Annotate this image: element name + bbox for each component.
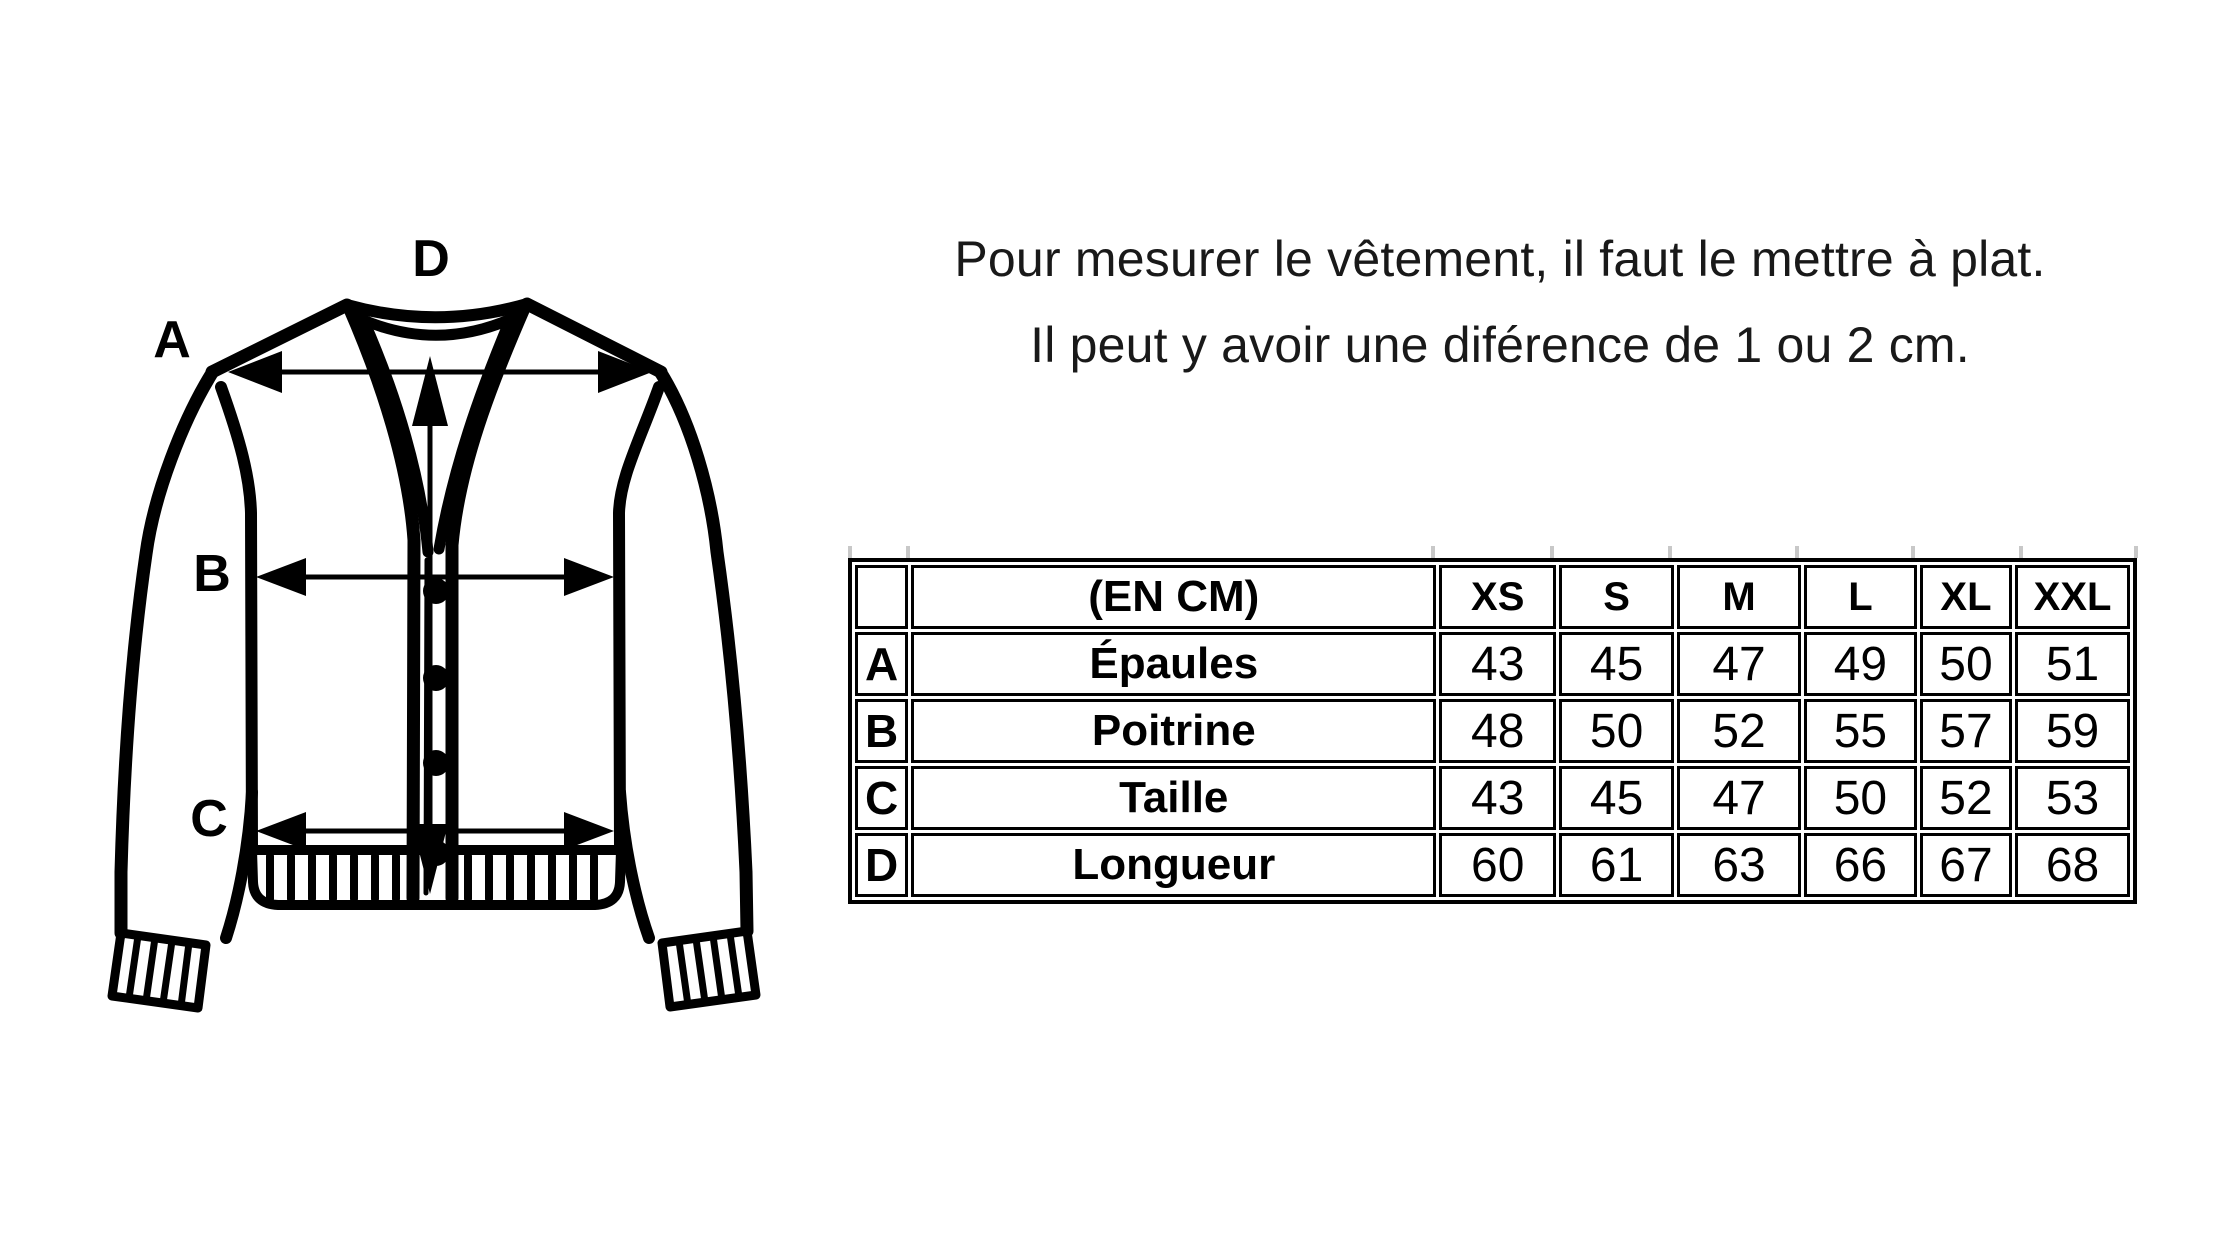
gridline-tick bbox=[906, 546, 910, 558]
value-cell: 66 bbox=[1804, 833, 1917, 897]
gridline-tick bbox=[2134, 546, 2138, 558]
value-cell: 59 bbox=[2015, 699, 2130, 763]
label-chest: B bbox=[193, 545, 231, 603]
measurement-note bbox=[820, 216, 2180, 388]
row-label: Poitrine bbox=[911, 699, 1436, 763]
value-cell: 50 bbox=[1804, 766, 1917, 830]
armhole-seam-right bbox=[619, 387, 659, 848]
value-cell: 45 bbox=[1559, 766, 1674, 830]
value-cell: 49 bbox=[1804, 632, 1917, 696]
collar-outer-line bbox=[347, 304, 527, 317]
note-line-2: Il peut y avoir une diférence de 1 ou 2 cm. bbox=[1030, 317, 1970, 373]
unit-header-cell: (EN CM) bbox=[911, 565, 1436, 629]
value-cell: 51 bbox=[2015, 632, 2130, 696]
value-cell: 50 bbox=[1920, 632, 2012, 696]
armhole-seam-left bbox=[221, 387, 252, 848]
value-cell: 52 bbox=[1677, 699, 1801, 763]
value-cell: 57 bbox=[1920, 699, 2012, 763]
value-cell: 53 bbox=[2015, 766, 2130, 830]
value-cell: 43 bbox=[1439, 632, 1556, 696]
table-row bbox=[855, 699, 2130, 763]
shoulder-seam-right bbox=[527, 304, 661, 372]
gridline-tick bbox=[1795, 546, 1799, 558]
size-header-xxl: XXL bbox=[2015, 565, 2130, 629]
gridline-tick bbox=[1911, 546, 1915, 558]
table-row bbox=[855, 632, 2130, 696]
sleeve-outer-left bbox=[121, 373, 212, 933]
size-table bbox=[848, 558, 2137, 904]
value-cell: 67 bbox=[1920, 833, 2012, 897]
row-label: Taille bbox=[911, 766, 1436, 830]
value-cell: 43 bbox=[1439, 766, 1556, 830]
gridline-tick bbox=[848, 546, 852, 558]
gridline-tick bbox=[1550, 546, 1554, 558]
table-row bbox=[855, 833, 2130, 897]
value-cell: 47 bbox=[1677, 766, 1801, 830]
label-shoulders: A bbox=[153, 311, 191, 369]
gridline-tick bbox=[2019, 546, 2023, 558]
size-header-s: S bbox=[1559, 565, 1674, 629]
row-label: Longueur bbox=[911, 833, 1436, 897]
cardigan-diagram bbox=[90, 180, 780, 1060]
row-key: D bbox=[855, 833, 908, 897]
value-cell: 45 bbox=[1559, 632, 1674, 696]
button bbox=[423, 750, 449, 776]
value-cell: 48 bbox=[1439, 699, 1556, 763]
row-label: Épaules bbox=[911, 632, 1436, 696]
value-cell: 52 bbox=[1920, 766, 2012, 830]
note-line-1: Pour mesurer le vêtement, il faut le mettre à plat. bbox=[954, 231, 2046, 287]
value-cell: 61 bbox=[1559, 833, 1674, 897]
corner-cell bbox=[855, 565, 908, 629]
value-cell: 63 bbox=[1677, 833, 1801, 897]
size-header-xs: XS bbox=[1439, 565, 1556, 629]
label-waist: C bbox=[190, 790, 228, 848]
size-header-l: L bbox=[1804, 565, 1917, 629]
vneck-band-right-outer bbox=[452, 306, 525, 898]
table-row bbox=[855, 766, 2130, 830]
value-cell: 47 bbox=[1677, 632, 1801, 696]
value-cell: 50 bbox=[1559, 699, 1674, 763]
gridline-tick bbox=[1431, 546, 1435, 558]
button bbox=[423, 665, 449, 691]
vneck-band-left-outer bbox=[349, 307, 414, 898]
table-header-row bbox=[855, 565, 2130, 629]
sleeve-outer-right bbox=[661, 373, 747, 931]
button bbox=[423, 578, 449, 604]
row-key: A bbox=[855, 632, 908, 696]
size-header-m: M bbox=[1677, 565, 1801, 629]
size-header-xl: XL bbox=[1920, 565, 2012, 629]
row-key: B bbox=[855, 699, 908, 763]
label-length: D bbox=[412, 230, 450, 288]
measurement-arrows bbox=[228, 351, 652, 894]
arrow-shoulders bbox=[228, 351, 652, 393]
value-cell: 55 bbox=[1804, 699, 1917, 763]
gridline-tick bbox=[1668, 546, 1672, 558]
row-key: C bbox=[855, 766, 908, 830]
value-cell: 60 bbox=[1439, 833, 1556, 897]
value-cell: 68 bbox=[2015, 833, 2130, 897]
